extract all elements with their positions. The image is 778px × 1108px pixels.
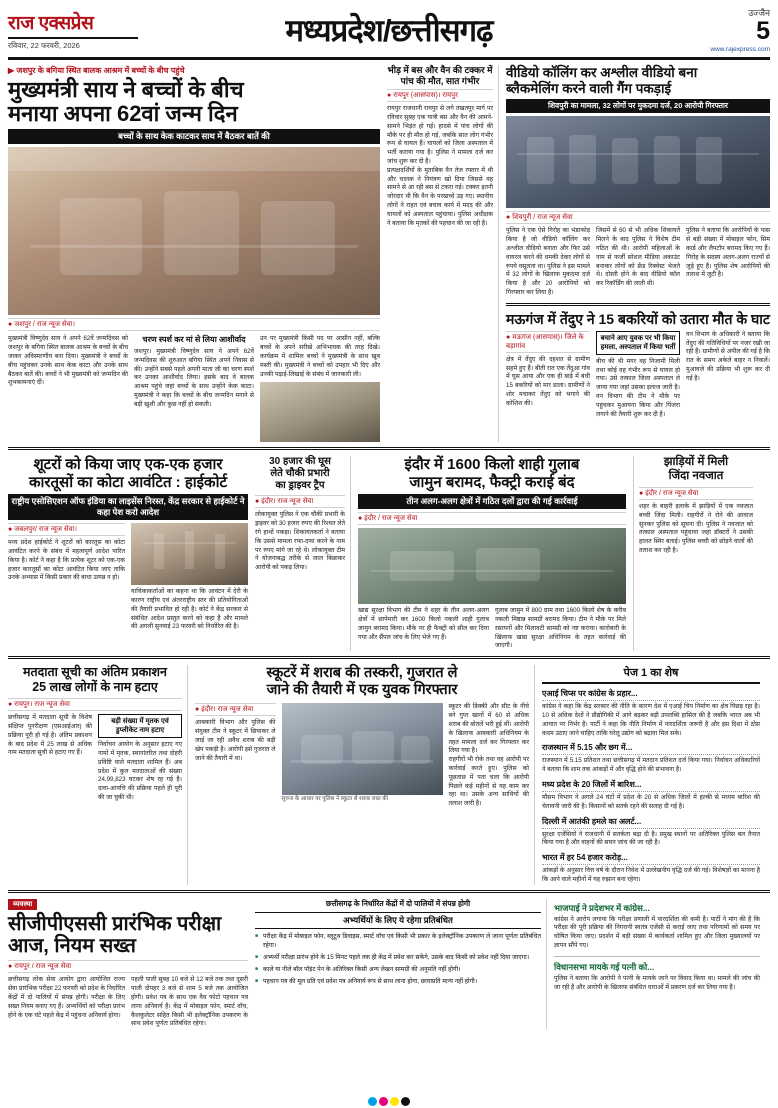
leopard-subhead: बचाने आए युवक पर भी किया हमला, अस्पताल में किया भर्ती <box>596 331 680 355</box>
section-divider <box>506 303 770 306</box>
leopard-col-1 <box>506 331 590 420</box>
blackmail-col1: पुलिस ने एक ऐसे गिरोह का भंडाफोड़ किया है जो वीडियो कॉलिंग कर अश्लील वीडियो बनाता और फिर उसे वायरल करने की धमकी देकर लोगों से रुपये वसूलता था। पुलिस ने इस मामले में 32 लोगों के खिलाफ मुकदमा दर्ज किया है और 20 आरोपियों को गिरफ्तार कर लिया है। <box>506 227 590 296</box>
leopard-col1-text: क्षेत्र में तेंदुए की दहशत से ग्रामीण सहमे हुए हैं। बीती रात एक तेंदुआ गांव में घुस आया और एक ही बाड़े में बंधी 15 बकरियों को मार डाला। ग्रामीणों ने शोर मचाकर तेंदुए को भगाने की कोशिश की। <box>506 355 590 407</box>
shesh-item-text: मौसम विभाग ने अगले 24 घंटों में प्रदेश के 20 से अधिक जिलों में हल्की से मध्यम बारिश की चेतावनी जारी की है। किसानों को सतर्क रहने की सलाह दी गई है। <box>542 793 760 810</box>
leopard-col3-text: वन विभाग के अधिकारी ने बताया कि तेंदुए की गतिविधियों पर नजर रखी जा रही है। ग्रामीणों से अपील की गई है कि रात के समय अकेले बाहर न निकलें। मुआवजे की प्रक्रिया भी शुरू कर दी गई है। <box>686 330 771 382</box>
shesh-title: पेज 1 का शेष <box>542 665 760 684</box>
gulabjamun-story <box>358 456 626 651</box>
blackmail-columns <box>506 227 770 297</box>
gulabjamun-photo <box>358 528 626 604</box>
voterlist-story <box>8 665 188 885</box>
lead-photo <box>8 147 380 315</box>
shooters-col-2 <box>131 523 248 632</box>
voterlist-headline-1: मतदाता सूची का अंतिम प्रकाशन <box>23 665 167 680</box>
bjp-brief-head: भाजपाई ने प्रदेशभर में कांग्रेस... <box>554 902 650 913</box>
liquor-photo <box>282 703 443 795</box>
blackmail-col2: जिसमें से 60 से भी अधिक शिकायतें मिलने के बाद पुलिस ने विशेष टीम गठित की थी। आरोपी महिलाओं के नाम से फर्जी सोशल मीडिया अकाउंट बनाकर लोगों को फ्रेंड रिक्वेस्ट भेजते थे। दोस्ती होने के बाद वीडियो कॉल कर रिकॉर्डिंग की जाती थी। <box>596 227 680 288</box>
band-two <box>8 456 770 651</box>
lead-col-3 <box>260 335 380 442</box>
liquor-byline-text: इंदौर। राज न्यूज सेवा <box>201 706 254 714</box>
liquor-photo-caption: सूचना के आधार पर पुलिस ने स्कूटर से शराब जब्त की <box>281 796 388 803</box>
voterlist-col1: छत्तीसगढ़ में मतदाता सूची के विशेष संक्षिप्त पुनरीक्षण (एसआईआर) की प्रक्रिया पूरी हो गई है। अंतिम प्रकाशन के बाद प्रदेश में 25 लाख से अधिक नाम मतदाता सूची से हटाए गए हैं। <box>8 714 92 757</box>
color-swatch-yellow <box>390 1097 399 1106</box>
voterlist-byline-text: रायपुर। राज न्यूज सेवा <box>14 701 70 709</box>
blackmail-headline-1: वीडियो कॉलिंग कर अश्लील वीडियो बना <box>506 65 698 80</box>
shesh-item-text: राजस्थान में 5.15 प्रतिशत तथा छत्तीसगढ़ में मतदान प्रतिशत दर्ज किया गया। निर्वाचन अधिकारियों ने बताया कि शाम तक आंकड़ों में और वृद्धि होने की संभावना है। <box>542 757 760 774</box>
exam-col2: पहली पाली सुबह 10 बजे से 12 बजे तक तथा दूसरी पाली दोपहर 3 बजे से शाम 5 बजे तक आयोजित होगी। प्रवेश पत्र के साथ एक वैध फोटो पहचान पत्र लाना अनिवार्य है। केंद्र में मोबाइल फोन, स्मार्ट वॉच, कैलकुलेटर सहित किसी भी इलेक्ट्रॉनिक उपकरण के साथ प्रवेश पूर्णतः प्रतिबंधित रहेगा। <box>131 976 248 1028</box>
bullet-icon: ● <box>195 706 200 714</box>
triangle-icon: ▶ <box>8 66 15 75</box>
blackmail-subhead: शिवपुरी का मामला, 32 लोगों पर मुकदमा दर्ज, 20 आरोपी गिरफ्तार <box>506 99 770 113</box>
shooters-byline-text: जबलपुर/ राज न्यूज सेवा। <box>14 526 78 534</box>
bullet-icon: ● <box>387 92 392 100</box>
shesh-item <box>542 852 760 885</box>
shesh-item-text: आंकड़ों के अनुसार वित्त वर्ष के दौरान निवेश में उल्लेखनीय वृद्धि दर्ज की गई। विशेषज्ञों का मानना है कि आने वाले महीनों में यह रुझान बना रहेगा। <box>542 867 760 883</box>
color-swatch-black <box>401 1097 410 1106</box>
website-link[interactable]: www.rajexpress.com <box>710 46 770 53</box>
accident-body-2: प्रत्यक्षदर्शियों के मुताबिक वैन तेज रफ्तार में थी और चालक ने नियंत्रण खो दिया जिससे वह सामने से आ रही बस से टकरा गई। टक्कर इतनी जोरदार थी कि वैन के परखच्चे उड़ गए। स्थानीय लोगों ने राहत एवं बचाव कार्य में मदद की और घायलों को अस्पताल पहुंचाया। पुलिस अधीक्षक ने बताया कि मृतकों की पहचान की जा रही है। <box>387 166 493 227</box>
page-number: 5 <box>756 17 770 45</box>
shooters-columns <box>8 523 248 632</box>
exam-eyebrow: छत्तीसगढ़ के निर्धारित केंद्रों में दो पालियों में संपन्न होगी <box>325 898 471 908</box>
logo-text: राज एक्सप्रेस <box>8 12 94 34</box>
lead-col2-text: जशपुर। मुख्यमंत्री विष्णुदेव साय ने अपने 62वें जन्मदिवस की शुरुआत बगिया स्थित अपने निवास से की। उन्होंने सबसे पहले अपनी माता जी का चरण स्पर्श कर उनका आशीर्वाद लिया। इसके बाद वे बालक आश्रम पहुंचे जहां बच्चों के साथ उन्होंने केक काटा। मुख्यमंत्री ने कहा कि बच्चों के बीच जन्मदिन मनाने से बड़ी खुशी और कुछ नहीं हो सकती। <box>134 347 254 408</box>
shooters-col-1 <box>8 523 125 632</box>
voterlist-byline <box>8 698 182 711</box>
blackmail-byline-text: शिवपुरी / राज न्यूज सेवा <box>512 214 573 222</box>
shesh-item-title: दिल्ली में आतंकी हमले का अलर्ट... <box>542 816 760 829</box>
lead-story <box>8 65 380 442</box>
accident-body-1: रायपुर राजधानी रायपुर से लगे तखतपुर मार्ग पर रविवार सुबह एक यात्री बस और वैन की आमने-सामने भिड़ंत हो गई। हादसे में पांच लोगों की मौके पर ही मौत हो गई, जबकि सात लोग गंभीर रूप से घायल हैं। घायलों को जिला अस्पताल में भर्ती कराया गया है। पुलिस ने मामला दर्ज कर जांच शुरू कर दी है। <box>387 105 493 165</box>
courthouse-photo <box>131 523 248 585</box>
lead-col3-text: उन पर मुख्यमंत्री किसी पद पर आसीन नहीं, बल्कि बच्चों के अपने सरीखे अभिभावक की तरह दिखे। कार्यक्रम में शामिल बच्चों ने मुख्यमंत्री के साथ खूब मस्ती की। मुख्यमंत्री ने बच्चों को उपहार भी दिए और उनकी पढ़ाई-लिखाई के संबंध में जानकारी ली। <box>260 335 380 378</box>
exam-side-briefs <box>554 899 760 1030</box>
leopard-headline: मऊगंज में तेंदुए ने 15 बकरियों को उतारा मौत के घाट <box>506 310 770 327</box>
gulabjamun-byline <box>358 512 626 525</box>
bribe-headline-3: का ड्राइवर ट्रैप <box>275 480 325 492</box>
liquor-col-1 <box>195 703 276 809</box>
page-one-continued <box>542 665 760 885</box>
accident-story <box>387 65 499 442</box>
logo-divider <box>8 37 138 39</box>
leopard-byline <box>506 331 590 353</box>
blackmail-col3: पुलिस ने बताया कि आरोपियों के पास से बड़ी संख्या में मोबाइल फोन, सिम कार्ड और लैपटॉप बरामद किए गए हैं। गिरोह के सदस्य अलग-अलग राज्यों से जुड़े हुए हैं। पुलिस शेष आरोपियों की तलाश में जुटी है। <box>686 227 770 279</box>
liquor-columns <box>195 703 529 809</box>
bribe-headline-1: 30 हजार की घूस <box>269 456 331 468</box>
color-swatch-cyan <box>368 1097 377 1106</box>
leopard-byline-text: मऊगंज (आसपास)। जिले के बड़ागांव <box>506 333 584 350</box>
bullet-icon: ● <box>8 963 13 971</box>
shesh-item <box>542 742 760 775</box>
newborn-byline <box>639 487 753 500</box>
top-section <box>8 65 770 442</box>
shesh-item <box>542 779 760 812</box>
liquor-story <box>195 665 535 885</box>
leopard-col2-text: बीच की थी मगर वह निजामी मिली तथा कोई वह गंभीर रूप से घायल हो गया। उसे तत्काल जिला अस्पताल ले जाया गया जहां उसका इलाज जारी है। वन विभाग की टीम ने मौके पर पहुंचकर मुआयना किया और पिंजरा लगाने की तैयारी शुरू कर दी है। <box>596 357 680 418</box>
newspaper-logo[interactable] <box>8 9 138 51</box>
exam-bullet-item: ■ परीक्षा केंद्र में मोबाइल फोन, ब्लूटूथ डिवाइस, स्मार्ट वॉच एवं किसी भी प्रकार के इलेक्ट्रॉनिक उपकरण ले जाना पूर्णतः प्रतिबंधित रहेगा। <box>255 933 541 951</box>
exam-byline-text: रायपुर / राज न्यूज सेवा <box>14 963 72 971</box>
page-title: मध्यप्रदेश/छत्तीसगढ़ <box>285 12 493 48</box>
newborn-headline-2: जिंदा नवजात <box>668 470 724 483</box>
shesh-item-title: भारत में हर 54 हजार करोड़... <box>542 852 760 865</box>
lead-subhead: बच्चों के साथ केक काटकर साथ में बैठकर बातें की <box>8 129 380 144</box>
lead-byline-text: जशपुर / राज न्यूज सेवा। <box>14 321 75 329</box>
blackmail-story <box>506 65 770 442</box>
gulabjamun-headline-2: जामुन बरामद, फैक्ट्री कराई बंद <box>409 473 575 491</box>
shesh-list <box>542 688 760 885</box>
accident-byline-text: रायपुर (आसपास)। रायपुर <box>393 92 458 100</box>
bullet-icon: ● <box>8 701 13 709</box>
shooters-col1-text: मध्य प्रदेश हाईकोर्ट ने शूटरों को कारतूस का कोटा आवंटित करने के संबंध में महत्वपूर्ण आदेश पारित किया है। कोर्ट ने कहा है कि प्रत्येक शूटर को एक-एक हजार कारतूसों का कोटा आवंटित किया जाए ताकि उनके अभ्यास में किसी प्रकार की बाधा उत्पन्न न हो। <box>8 539 125 582</box>
lead-headline-2: मनाया अपना 62वां जन्म दिन <box>8 101 238 127</box>
exam-columns <box>8 976 248 1029</box>
newborn-byline-text: इंदौर / राज न्यूज सेवा <box>645 489 699 497</box>
liquor-col1-text: आबकारी विभाग और पुलिस की संयुक्त टीम ने स्कूटर में छिपाकर ले जाई जा रही अवैध शराब की बड़ी खेप पकड़ी है। आरोपी इसे गुजरात ले जाने की तैयारी में था। <box>195 719 276 762</box>
gulabjamun-col1: खाद्य सुरक्षा विभाग की टीम ने शहर के तीन अलग-अलग क्षेत्रों में छापेमारी कर 1600 किलो नकली शाही गुलाब जामुन बरामद किया। मौके पर ही फैक्ट्री को सील कर दिया गया और सैंपल जांच के लिए भेजे गए हैं। <box>358 607 489 641</box>
shesh-item-text: कांग्रेस ने कहा कि केंद्र सरकार की नीति के कारण देश में एआई चिप निर्माण का क्षेत्र पिछड़ रहा है। 10 से अधिक देशों ने प्रौद्योगिकी में आगे बढ़कर बड़ी उपलब्धि हासिल की है जबकि भारत अब भी आयात पर निर्भर है। पार्टी ने कहा कि नीति निर्माण में पारदर्शिता जरूरी है और इस दिशा में ठोस कदम उठाए जाने चाहिए ताकि घरेलू उद्योग को बढ़ावा मिल सके। <box>542 703 760 737</box>
band-four <box>8 899 770 1030</box>
lead-inset-photo <box>260 382 380 442</box>
liquor-col3-text: राहगीरों भी रोके तथा वह आरोपी पर कार्रवाई करते हुए। पुलिस को पूछताछ में पता चला कि आरोपी पिछले कई महीनों से यह काम कर रहा था। उसके अन्य साथियों की तलाश जारी है। <box>448 756 529 808</box>
lead-body-columns <box>8 335 380 442</box>
bribe-story <box>255 456 351 651</box>
gulabjamun-col2: गुलाब जामुन में 800 ग्राम तथा 1600 किलो शेष के करीब नकली मिष्ठान्न सामग्री बरामद किया। टीम ने मौके पर मिले रसायनों और मिलावटी सामग्री को नष्ट कराया। कारोबारी के खिलाफ खाद्य सुरक्षा अधिनियम के तहत कार्रवाई की जाएगी। <box>495 607 626 650</box>
shooters-col2-text: याचिकाकर्ताओं का कहना था कि आवंटन में देरी के कारण राष्ट्रीय एवं अंतरराष्ट्रीय स्तर की प्रतियोगिताओं की तैयारी प्रभावित हो रही है। कोर्ट ने केंद्र सरकार से संबंधित आदेश प्रस्तुत करने को कहा है और मामले की अगली सुनवाई 23 फरवरी को निर्धारित की है। <box>131 588 248 631</box>
exam-main <box>8 899 248 1030</box>
band-divider-2 <box>8 656 770 659</box>
brief-divider <box>554 956 760 957</box>
shooters-headline-2: कारतूसों का कोटा आवंटित : हाईकोर्ट <box>28 473 228 491</box>
shesh-item <box>542 688 760 738</box>
voterlist-columns <box>8 714 182 803</box>
voterlist-col2-head: बड़ी संख्या में मृतक एवं डुप्लीकेट नाम हटाए <box>98 714 182 738</box>
bribe-byline <box>255 495 345 508</box>
assembly-brief-head: विधानसभा मायके गई पत्नी को... <box>554 961 655 972</box>
shooters-headline-1: शूटरों को किया जाए एक-एक हजार <box>33 456 223 474</box>
shooters-byline <box>8 523 125 536</box>
liquor-col-2 <box>449 703 530 809</box>
liquor-col2-text: स्कूटर की डिक्की और सीट के नीचे बने गुप्त खानों में 60 से अधिक शराब की बोतलें भरी हुई थीं। आरोपी के खिलाफ आबकारी अधिनियम के तहत मामला दर्ज कर गिरफ्तार कर लिया गया है। <box>448 703 529 755</box>
blackmail-headline-2: ब्लैकमेलिंग करने वाली गैंग पकड़ाई <box>506 80 672 96</box>
newborn-story <box>633 456 753 651</box>
bribe-byline-text: इंदौर। राज न्यूज सेवा <box>261 498 314 506</box>
shooters-subhead: राष्ट्रीय एसोसिएशन ऑफ इंडिया का लाइसेंस निरस्त, केंद्र सरकार से हाईकोर्ट ने कहा पेश करो आदेश <box>8 494 248 520</box>
bullet-icon: ● <box>8 321 13 329</box>
newborn-body: शहर के बाहरी इलाके में झाड़ियों में एक नवजात बच्ची जिंदा मिली। राहगीरों ने रोने की आवाज सुनकर पुलिस को सूचना दी। पुलिस ने नवजात को तत्काल अस्पताल पहुंचाया जहां डॉक्टरों ने उसकी हालत स्थिर बताई। पुलिस बच्ची को छोड़ने वालों की तलाश कर रही है। <box>639 502 753 554</box>
edition-block <box>640 6 770 53</box>
color-calibration-bar <box>368 1097 410 1106</box>
exam-col1: छत्तीसगढ़ लोक सेवा आयोग द्वारा आयोजित राज्य सेवा प्रारंभिक परीक्षा 22 फरवरी को प्रदेश के निर्धारित केंद्रों में दो पालियों में संपन्न होगी। परीक्षा के लिए सख्त नियम बनाए गए हैं। अभ्यर्थियों को परीक्षा प्रारंभ होने के एक घंटे पहले केंद्र में पहुंचना अनिवार्य होगा। <box>8 976 126 1019</box>
band-divider-1 <box>8 447 770 450</box>
gulabjamun-columns <box>358 607 626 651</box>
exam-bullet-item: ■ अभ्यर्थी परीक्षा प्रारंभ होने के 15 मिनट पहले तक ही केंद्र में प्रवेश कर सकेंगे, उसके बाद किसी को प्रवेश नहीं दिया जाएगा। <box>255 954 541 963</box>
lead-col-1 <box>8 335 128 442</box>
leopard-col-2 <box>596 331 680 420</box>
exam-restrictions <box>255 899 547 1030</box>
exam-bullet-list <box>255 933 541 987</box>
bullet-icon: ● <box>255 498 260 506</box>
bullet-icon: ● <box>358 515 363 523</box>
lead-headline-1: मुख्यमंत्री साय ने बच्चों के बीच <box>8 77 244 102</box>
bullet-icon: ● <box>506 214 511 222</box>
assembly-brief-text: पुलिस ने बताया कि आरोपी ने पत्नी के मायके जाने पर विवाद किया था। मामले की जांच की जा रही है और आरोपी के खिलाफ संबंधित धाराओं में प्रकरण दर्ज कर लिया गया है। <box>554 974 760 991</box>
masthead <box>8 6 770 60</box>
exam-bullet-item: ■ काले या नीले बॉल पॉइंट पेन के अतिरिक्त किसी अन्य लेखन सामग्री की अनुमति नहीं होगी। <box>255 966 541 975</box>
lead-col1-text: मुख्यमंत्री विष्णुदेव साय ने अपने 62वें जन्मदिवस को जशपुर के बगिया स्थित बालक आश्रम के बच्चों के बीच जाकर अविस्मरणीय बना दिया। मुख्यमंत्री ने बच्चों के बीच पहुंचकर उनके साथ केक काटा और उनके साथ बैठकर बातें की। बच्चों ने भी मुख्यमंत्री को जन्मदिन की शुभकामनाएं दीं। <box>8 335 128 387</box>
shesh-item-title: मध्य प्रदेश के 20 जिलों में बारिश... <box>542 779 760 792</box>
shesh-item-text: सुरक्षा एजेंसियों ने राजधानी में सतर्कता बढ़ा दी है। प्रमुख स्थानों पर अतिरिक्त पुलिस बल तैनात किया गया है और वाहनों की सघन जांच की जा रही है। <box>542 830 760 847</box>
exam-headline: सीजीपीएससी प्रारंभिक परीक्षा आज, नियम सख्त <box>8 912 222 958</box>
liquor-headline-2: जाने की तैयारी में एक युवक गिरफ्तार <box>266 682 458 699</box>
bullet-icon: ● <box>506 333 511 341</box>
blackmail-byline <box>506 211 770 224</box>
exam-bullet-item: ■ पहचान पत्र की मूल प्रति एवं प्रवेश पत्र अनिवार्य रूप से साथ लाना होगा, छायाप्रति मान्य नहीं होगी। <box>255 978 541 987</box>
accident-byline <box>387 89 493 102</box>
voterlist-headline-2: 25 लाख लोगों के नाम हटाए <box>32 680 158 695</box>
band-three <box>8 665 770 885</box>
shesh-item-title: राजस्थान में 5.15 और छग में... <box>542 742 760 755</box>
bjp-brief-text: कांग्रेस ने आरोप लगाया कि परीक्षा प्रणाली में पारदर्शिता की कमी है। पार्टी ने मांग की है कि परीक्षा की पूरी प्रक्रिया की निगरानी स्वतंत्र एजेंसी से कराई जाए तथा परिणामों को समय पर घोषित किया जाए। प्रदर्शन में बड़ी संख्या में कार्यकर्ता शामिल हुए और जिला मुख्यालयों पर ज्ञापन सौंपे गए। <box>554 915 760 950</box>
bribe-headline-2: लेते चौकी प्रभारी <box>270 468 330 480</box>
category-tag: व्यवस्था <box>8 899 37 910</box>
accident-headline: भीड़ में बस और वैन की टक्कर में पांच की मौत, सात गंभीर <box>387 65 493 86</box>
liquor-byline <box>195 703 276 716</box>
liquor-photo-col <box>282 703 443 809</box>
bribe-body: लोकायुक्त पुलिस ने एक चौकी प्रभारी के ड्राइवर को 30 हजार रुपए की रिश्वत लेते रंगे हाथों पकड़ा। शिकायतकर्ता ने बताया कि उससे मामला रफा-दफा करने के नाम पर रुपए मांगे जा रहे थे। लोकायुक्त टीम ने योजनाबद्ध तरीके से जाल बिछाकर आरोपी को पकड़ लिया। <box>255 511 345 572</box>
gulabjamun-headline-1: इंदौर में 1600 किलो शाही गुलाब <box>404 456 580 474</box>
blackmail-photo <box>506 116 770 208</box>
edition-label: उज्जैन <box>748 8 770 18</box>
band-divider-3 <box>8 890 770 893</box>
masthead-center <box>138 9 640 51</box>
voterlist-col-2 <box>98 714 182 803</box>
leopard-columns <box>506 331 770 420</box>
lead-kicker-text: जशपुर के बगिया स्थित बालक आश्रम में बच्चों के बीच पहुंचे <box>16 66 185 75</box>
lead-col-2 <box>134 335 254 442</box>
shesh-item-title: एआई चिप्स पर कांग्रेस के प्रहार... <box>542 688 760 701</box>
exam-byline <box>8 960 248 973</box>
shooters-story <box>8 456 248 651</box>
color-swatch-magenta <box>379 1097 388 1106</box>
voterlist-col2-text: निर्वाचन आयोग के अनुसार हटाए गए नामों में मृतक, स्थानांतरित तथा दोहरी प्रविष्टि वाले मतदाता शामिल हैं। अब प्रदेश में कुल मतदाताओं की संख्या 24,99,823 घटकर शेष रह गई है। दावा-आपत्ति की प्रक्रिया पहले ही पूरी की जा चुकी थी। <box>98 741 182 801</box>
publication-date: रविवार, 22 फरवरी, 2026 <box>8 40 80 50</box>
lead-col2-head: चरण स्पर्श कर मां से लिया आशीर्वाद <box>142 335 246 345</box>
liquor-headline-1: स्कूटरें में शराब की तस्करी, गुजरात ले <box>266 665 458 682</box>
leopard-col-3 <box>686 331 770 420</box>
gulabjamun-subhead: तीन अलग-अलग क्षेत्रों में गठित दलों द्वारा की गई कार्रवाई <box>358 494 626 509</box>
shesh-item <box>542 816 760 849</box>
gulabjamun-byline-text: इंदौर / राज न्यूज सेवा <box>364 515 418 523</box>
newborn-headline-1: झाड़ियों में मिली <box>663 456 729 469</box>
exam-restrictions-head: अभ्यर्थियों के लिए ये रहेगा प्रतिबंधित <box>255 912 541 929</box>
bullet-icon: ● <box>8 526 13 534</box>
bullet-icon: ● <box>639 489 644 497</box>
lead-byline <box>8 318 380 331</box>
lead-kicker <box>8 65 380 76</box>
